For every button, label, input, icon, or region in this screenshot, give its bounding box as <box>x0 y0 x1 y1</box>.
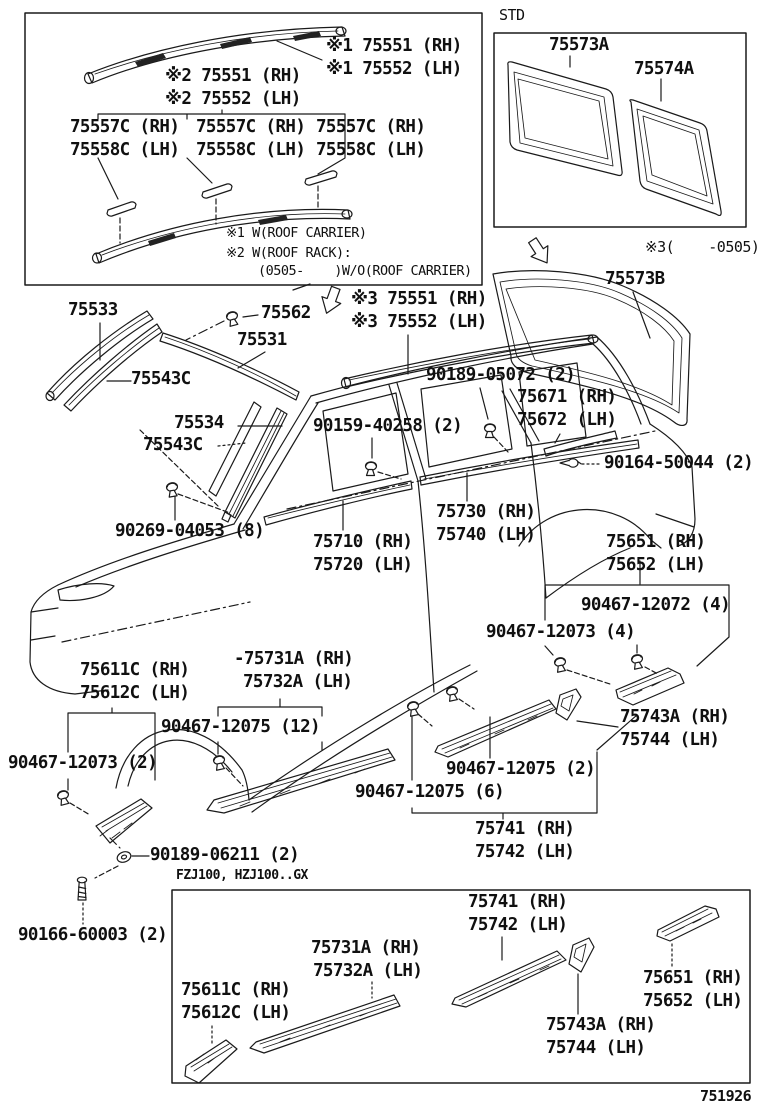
screw-icon <box>77 877 86 900</box>
note-roof-carrier: ※1 W(ROOF CARRIER) <box>226 225 367 241</box>
label-90467-12073-2: 90467-12073 (2) <box>8 753 158 773</box>
label-75743a: 75743A (RH) <box>620 707 730 727</box>
label-75534: 75534 <box>174 413 224 433</box>
label-75731a: -75731A (RH) <box>234 649 354 669</box>
label-90164-50044: 90164-50044 (2) <box>604 453 754 473</box>
label-75612c: 75612C (LH) <box>80 683 190 703</box>
note-roof-rack: ※2 W(ROOF RACK): <box>226 245 352 261</box>
label-gx-75731a: 75731A (RH) <box>311 938 421 958</box>
label-75573b: 75573B <box>605 269 665 289</box>
label-75742: 75742 (LH) <box>475 842 575 862</box>
clip-icon <box>366 462 377 476</box>
down-arrow-icon <box>317 284 345 316</box>
clip-icon <box>554 657 568 673</box>
label-90467-12075-2: 90467-12075 (2) <box>446 759 596 779</box>
label-75741: 75741 (RH) <box>475 819 575 839</box>
clip-icon <box>57 790 71 806</box>
note-date-0505: ※3( -0505) <box>645 238 760 256</box>
label-75551-rh-std: ※3 75551 (RH) <box>351 289 487 309</box>
label-gx-75732a: 75732A (LH) <box>313 961 423 981</box>
label-75562: 75562 <box>261 303 311 323</box>
label-gx-75612c: 75612C (LH) <box>181 1003 291 1023</box>
label-75543c-2: 75543C <box>143 435 203 455</box>
label-75557c-1: 75557C (RH) <box>70 117 180 137</box>
label-75558c-1: 75558C (LH) <box>70 140 180 160</box>
label-gx-75611c: 75611C (RH) <box>181 980 291 1000</box>
label-90467-12075-6: 90467-12075 (6) <box>355 782 505 802</box>
gx-box-header: FZJ100, HZJ100..GX <box>176 868 308 883</box>
label-gx-75652: 75652 (LH) <box>643 991 743 1011</box>
label-90189-05072: 90189-05072 (2) <box>426 365 576 385</box>
std-box-title: STD <box>499 6 525 24</box>
label-75543c-1: 75543C <box>131 369 191 389</box>
clip-icon <box>407 701 421 717</box>
clip-icon <box>226 311 240 327</box>
label-90166-60003: 90166-60003 (2) <box>18 925 168 945</box>
label-75552-lh-carrier: ※1 75552 (LH) <box>326 59 462 79</box>
label-75710: 75710 (RH) <box>313 532 413 552</box>
label-90159-40258: 90159-40258 (2) <box>313 416 463 436</box>
grommet-icon <box>116 850 133 864</box>
label-75574a: 75574A <box>634 59 694 79</box>
label-90467-12072-4: 90467-12072 (4) <box>581 595 731 615</box>
label-75552-lh-std: ※3 75552 (LH) <box>351 312 487 332</box>
label-75551-rh-rack: ※2 75551 (RH) <box>165 66 301 86</box>
label-75557c-3: 75557C (RH) <box>316 117 426 137</box>
std-box-artwork <box>494 33 746 227</box>
label-90467-12075-12: 90467-12075 (12) <box>161 717 320 737</box>
label-gx-75651: 75651 (RH) <box>643 968 743 988</box>
label-75732a: 75732A (LH) <box>243 672 353 692</box>
label-75557c-2: 75557C (RH) <box>196 117 306 137</box>
label-75652: 75652 (LH) <box>606 555 706 575</box>
clip-icon <box>446 686 460 702</box>
label-75531: 75531 <box>237 330 287 350</box>
label-75744: 75744 (LH) <box>620 730 720 750</box>
label-90269-04053: 90269-04053 (8) <box>115 521 265 541</box>
label-75672: 75672 (LH) <box>517 410 617 430</box>
label-90189-06211: 90189-06211 (2) <box>150 845 300 865</box>
label-75611c: 75611C (RH) <box>80 660 190 680</box>
label-gx-75744: 75744 (LH) <box>546 1038 646 1058</box>
label-75558c-2: 75558C (LH) <box>196 140 306 160</box>
label-75551-rh-carrier: ※1 75551 (RH) <box>326 36 462 56</box>
label-90467-12073-4: 90467-12073 (4) <box>486 622 636 642</box>
label-gx-75743a: 75743A (RH) <box>546 1015 656 1035</box>
label-75552-lh-rack: ※2 75552 (LH) <box>165 89 301 109</box>
label-75671: 75671 (RH) <box>517 387 617 407</box>
label-75720: 75720 (LH) <box>313 555 413 575</box>
clip-icon <box>485 424 496 438</box>
page-code: 751926 <box>700 1087 752 1105</box>
label-75651: 75651 (RH) <box>606 532 706 552</box>
clip-icon <box>166 482 179 497</box>
label-75558c-3: 75558C (LH) <box>316 140 426 160</box>
label-gx-75742: 75742 (LH) <box>468 915 568 935</box>
label-gx-75741: 75741 (RH) <box>468 892 568 912</box>
down-arrow-icon <box>524 235 555 269</box>
label-75740: 75740 (LH) <box>436 525 536 545</box>
note-wo-roof-carrier: (0505- )W/O(ROOF CARRIER) <box>258 263 472 279</box>
clip-icon <box>631 654 645 670</box>
label-75573a: 75573A <box>549 35 609 55</box>
label-75730: 75730 (RH) <box>436 502 536 522</box>
label-75533: 75533 <box>68 300 118 320</box>
